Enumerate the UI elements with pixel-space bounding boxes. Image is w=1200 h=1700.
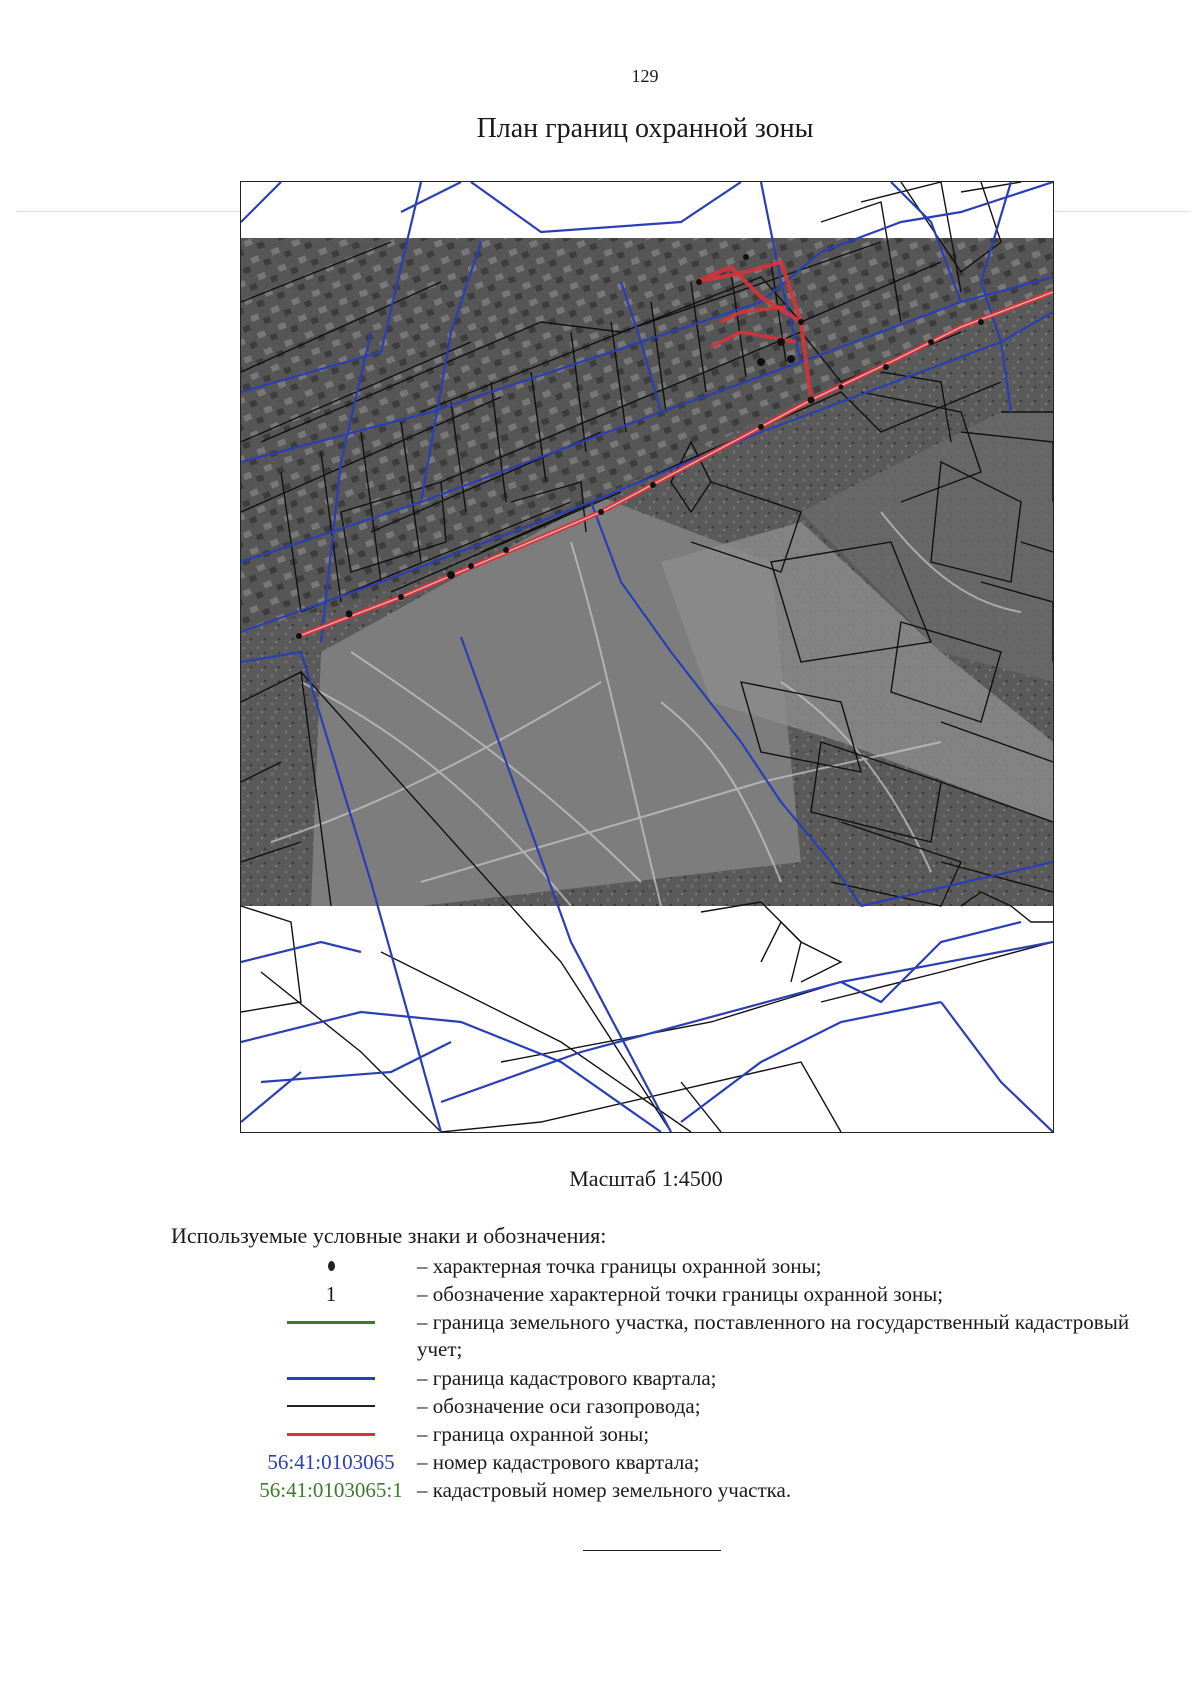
legend-description: – кадастровый номер земельного участка.: [417, 1478, 792, 1502]
cadastral-number-symbol: 56:41:0103065:1: [259, 1477, 403, 1502]
legend-description: – граница земельного участка, поставленного на государственный кадастровый учет;: [417, 1310, 1130, 1361]
legend-item-protection-zone: [171, 1420, 1171, 1448]
aerial-photo: [241, 238, 1053, 906]
point-number-symbol: 1: [325, 1281, 337, 1306]
map-scale: Масштаб 1:4500: [569, 1166, 723, 1191]
legend-description: – граница охранной зоны;: [417, 1422, 650, 1446]
legend-description: – обозначение оси газопровода;: [417, 1394, 701, 1418]
legend-heading: Используемые условные знаки и обозначения:: [171, 1223, 607, 1248]
legend-item-point-label: [171, 1280, 1171, 1308]
legend-item-quarter-number: [171, 1448, 1171, 1476]
legend-description: – граница кадастрового квартала;: [417, 1366, 717, 1390]
point-marker-icon: [211, 1252, 451, 1280]
legend-item-pipeline-axis: [171, 1392, 1171, 1420]
cadastral-map: [240, 181, 1054, 1133]
blue-line-icon: [287, 1377, 375, 1380]
legend-item-cadastral-number: [171, 1476, 1171, 1504]
black-line-icon: [287, 1405, 375, 1407]
legend-item-point: [171, 1252, 1171, 1280]
page-title: План границ охранной зоны: [476, 113, 814, 144]
legend-description: – обозначение характерной точки границы охранной зоны;: [417, 1282, 944, 1306]
legend-item-land-parcel: [171, 1308, 1171, 1364]
end-divider: [583, 1550, 721, 1551]
cadastral-map-svg: [241, 182, 1053, 1132]
page-number: 129: [631, 66, 659, 86]
quarter-number-symbol: 56:41:0103065: [267, 1449, 395, 1474]
legend: [171, 1252, 1171, 1504]
legend-description: – номер кадастрового квартала;: [417, 1450, 700, 1474]
green-line-icon: [287, 1321, 375, 1324]
red-line-icon: [287, 1433, 375, 1436]
legend-item-quarter-boundary: [171, 1364, 1171, 1392]
legend-description: – характерная точка границы охранной зоны;: [417, 1254, 822, 1278]
